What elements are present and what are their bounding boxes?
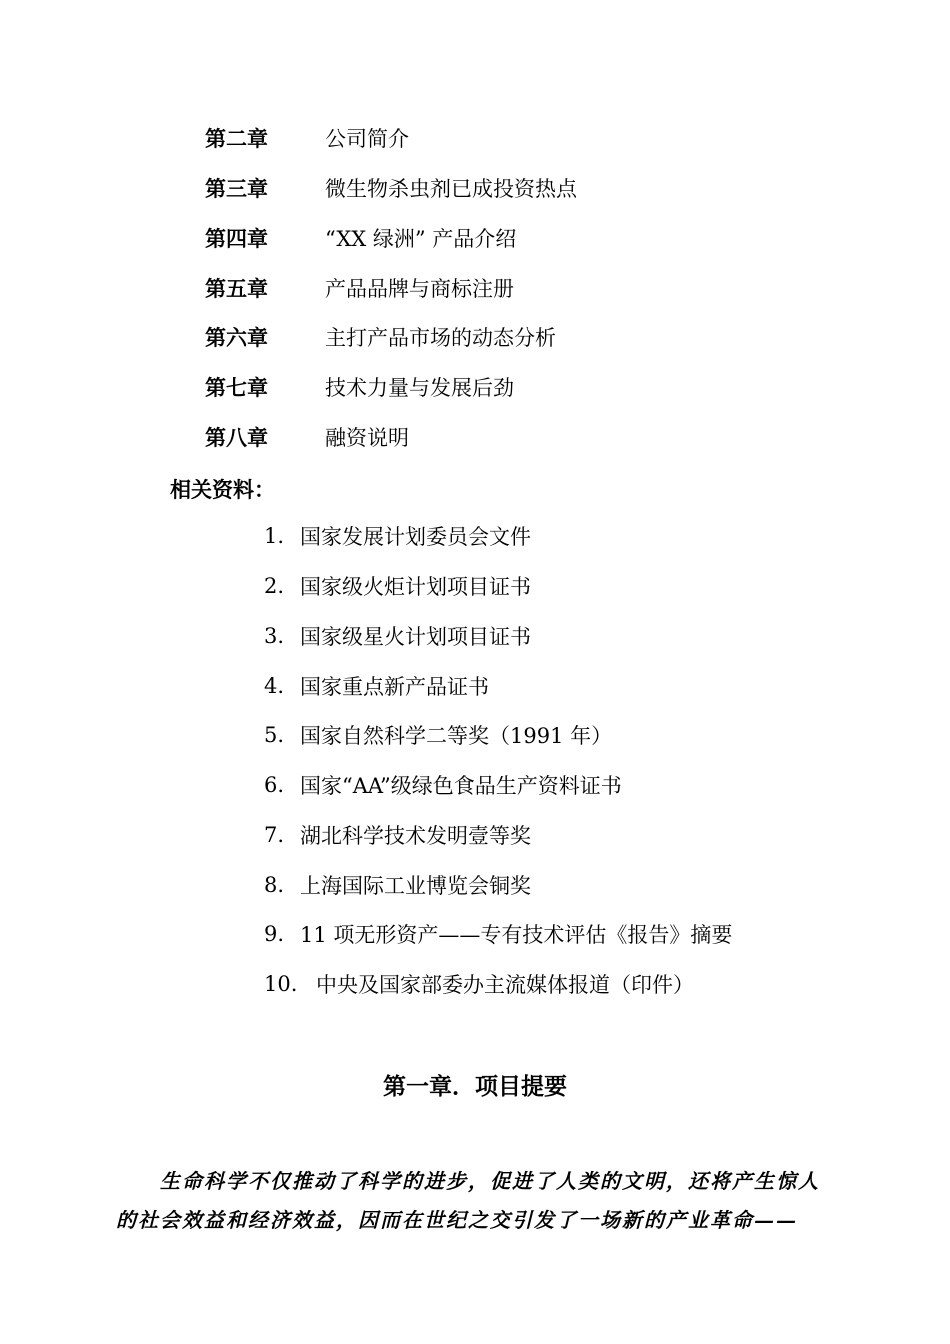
toc-chapter-number: 第三章 xyxy=(205,177,268,201)
reference-item xyxy=(264,521,531,551)
toc-row xyxy=(205,372,514,402)
toc-chapter-title: 主打产品市场的动态分析 xyxy=(325,326,556,350)
toc-chapter-title: “XX 绿洲” 产品介绍 xyxy=(325,227,517,251)
reference-item xyxy=(264,820,531,850)
reference-text: 11 项无形资产——专有技术评估《报告》摘要 xyxy=(300,923,733,947)
reference-text: 国家自然科学二等奖（1991 年） xyxy=(300,724,613,748)
reference-number: 3. xyxy=(264,624,285,648)
toc-chapter-title: 公司简介 xyxy=(325,127,409,151)
toc-chapter-title: 微生物杀虫剂已成投资热点 xyxy=(325,177,577,201)
reference-item xyxy=(264,571,531,601)
reference-item xyxy=(264,919,732,949)
toc-chapter-number: 第七章 xyxy=(205,376,268,400)
toc-chapter-title: 产品品牌与商标注册 xyxy=(325,277,514,301)
reference-text: 国家重点新产品证书 xyxy=(300,675,489,699)
toc-row xyxy=(205,223,516,253)
reference-item xyxy=(264,720,612,750)
reference-item xyxy=(264,671,489,701)
reference-number: 7. xyxy=(264,823,285,847)
reference-text: 国家级火炬计划项目证书 xyxy=(300,575,531,599)
reference-text: 上海国际工业博览会铜奖 xyxy=(300,874,531,898)
toc-chapter-number: 第四章 xyxy=(205,227,268,251)
reference-number: 8. xyxy=(264,873,285,897)
reference-item xyxy=(264,621,531,651)
reference-number: 1. xyxy=(264,524,285,548)
toc-chapter-number: 第五章 xyxy=(205,277,268,301)
references-heading: 相关资料： xyxy=(170,478,275,502)
reference-number: 2. xyxy=(264,574,285,598)
reference-text: 国家发展计划委员会文件 xyxy=(300,525,531,549)
reference-number: 4. xyxy=(264,674,285,698)
toc-row xyxy=(205,273,514,303)
reference-text: 湖北科学技术发明壹等奖 xyxy=(300,824,531,848)
chapter-heading: 第一章．项目提要 xyxy=(383,1074,567,1100)
reference-item xyxy=(264,770,622,800)
toc-row xyxy=(205,422,409,452)
reference-item xyxy=(264,969,694,999)
toc-chapter-title: 技术力量与发展后劲 xyxy=(325,376,514,400)
reference-text: 国家级星火计划项目证书 xyxy=(300,625,531,649)
toc-chapter-number: 第八章 xyxy=(205,426,268,450)
reference-number: 6. xyxy=(264,773,285,797)
reference-number: 9. xyxy=(264,922,285,946)
reference-number: 5. xyxy=(264,723,285,747)
toc-row xyxy=(205,123,409,153)
toc-chapter-title: 融资说明 xyxy=(325,426,409,450)
toc-row xyxy=(205,322,556,352)
toc-row xyxy=(205,173,577,203)
intro-paragraph: 生命科学不仅推动了科学的进步，促进了人类的文明，还将产生惊人的社会效益和经济效益，因而在世纪之交引发了一场新的产业革命—— xyxy=(116,1169,820,1232)
toc-chapter-number: 第二章 xyxy=(205,127,268,151)
reference-item xyxy=(264,870,531,900)
reference-text: 中央及国家部委办主流媒体报道（印件） xyxy=(316,973,694,997)
toc-chapter-number: 第六章 xyxy=(205,326,268,350)
reference-text: 国家“AA”级绿色食品生产资料证书 xyxy=(300,774,622,798)
reference-number: 10. xyxy=(264,972,298,996)
